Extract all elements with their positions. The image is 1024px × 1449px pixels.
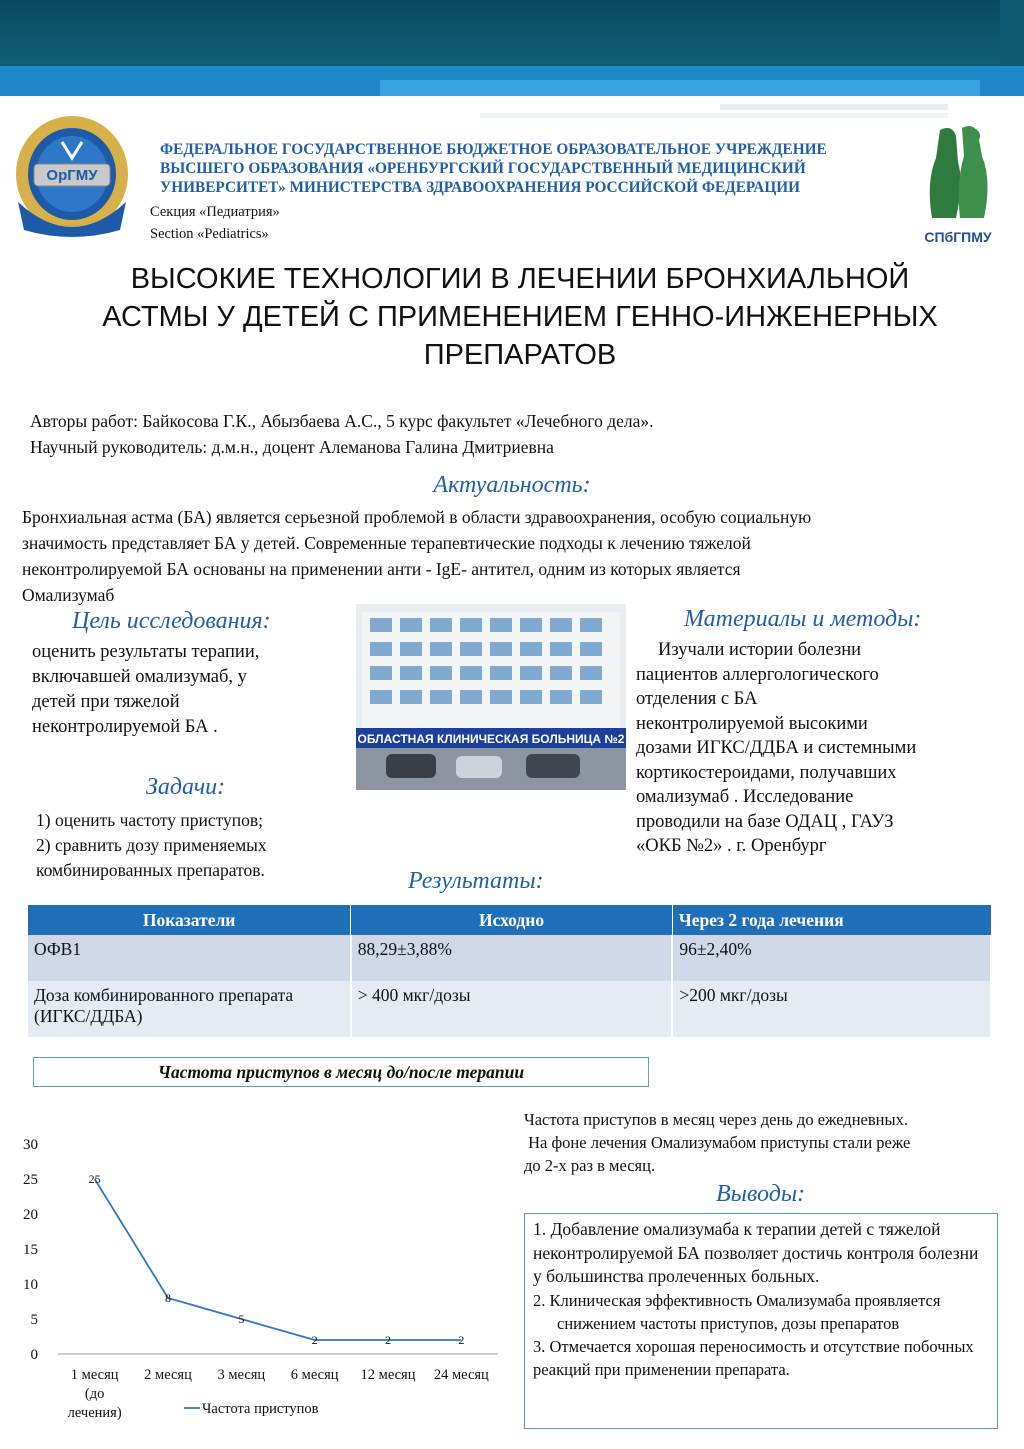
table-cell: 88,29±3,88% (351, 935, 673, 981)
text-line: до 2-х раз в месяц. (524, 1156, 656, 1175)
y-axis-ticks (23, 1137, 38, 1363)
data-label: 8 (165, 1291, 171, 1305)
table-cell: ОФВ1 (28, 935, 351, 981)
results-heading: Результаты: (408, 868, 544, 894)
column-header: Исходно (351, 905, 673, 935)
x-tick-label: 2 месяц (144, 1367, 192, 1383)
data-label: 2 (458, 1333, 465, 1347)
conclusions-heading: Выводы: (716, 1181, 806, 1207)
relevance-text (22, 504, 1017, 608)
text-line: омализумаб . Исследование (636, 787, 854, 807)
text-line: неконтролируемой высокими (636, 713, 868, 734)
results-table (28, 905, 992, 1037)
hospital-photo (356, 604, 626, 790)
table-header-row (28, 905, 991, 935)
conclusion-item: 1. Добавление омализумаба к терапии детей с тяжелой неконтролируемой БА позволяет достичь контроля болезни у большинства пролеченных больных. (533, 1219, 979, 1286)
text-line: неконтролируемой БА . (32, 717, 218, 737)
methods-heading: Материалы и методы: (684, 606, 922, 632)
title-line: ПРЕПАРАТОВ (423, 339, 617, 371)
header-line (720, 104, 948, 110)
authors-line: Авторы работ: Байкосова Г.К., Абызбаева А.С., 5 курс факультет «Лечебного дела». (30, 411, 654, 431)
text-line: дозами ИГКС/ДДБА и системными (636, 738, 917, 758)
chart-caption: Частота приступов в месяц до/после терапии (33, 1057, 649, 1087)
table-cell: Доза комбинированного препарата (ИГКС/ДДБА) (28, 981, 351, 1037)
org-line: ФЕДЕРАЛЬНОЕ ГОСУДАРСТВЕННОЕ БЮДЖЕТНОЕ ОБРАЗОВАТЕЛЬНОЕ УЧРЕЖДЕНИЕ (160, 141, 827, 158)
org-line: ВЫСШЕГО ОБРАЗОВАНИЯ «ОРЕНБУРГСКИЙ ГОСУДАРСТВЕННЫЙ МЕДИЦИНСКИЙ (160, 160, 806, 177)
text-line: «ОКБ №2» . г. Оренбург (636, 836, 827, 856)
data-label: 25 (88, 1172, 101, 1186)
legend (184, 1401, 319, 1417)
organization-name (160, 140, 910, 197)
data-label: 5 (238, 1312, 245, 1326)
text-line: неконтролируемой БА основаны на применении анти - IgE- антител, одним из которых является (22, 559, 741, 579)
text-line: оценить результаты терапии, (32, 642, 260, 662)
y-tick-label: 20 (23, 1207, 38, 1223)
text-line: проводили на базе ОДАЦ , ГАУЗ (636, 811, 894, 832)
x-tick-label: (до (84, 1386, 105, 1402)
text-line: детей при тяжелой (32, 692, 180, 712)
text-line: Бронхиальная астма (БА) является серьезной проблемой в области здравоохранения, особую социальную (22, 507, 812, 527)
column-header: Через 2 года лечения (672, 905, 991, 935)
text-line: пациентов аллергологического (636, 664, 879, 685)
conclusions-box (524, 1213, 998, 1429)
x-tick-label: 3 месяц (217, 1367, 266, 1383)
text-line: значимость представляет БА у детей. Современные терапевтические подходы к лечению тяжелой (22, 533, 751, 553)
hospital-sign: ОБЛАСТНАЯ КЛИНИЧЕСКАЯ БОЛЬНИЦА №2 (357, 732, 625, 746)
x-tick-label: лечения) (67, 1405, 122, 1421)
y-tick-label: 15 (23, 1242, 38, 1258)
goal-text (32, 640, 259, 740)
relevance-heading: Актуальность: (433, 472, 591, 498)
y-tick-label: 0 (30, 1347, 38, 1363)
text-line: кортикостероидами, получавших (636, 762, 897, 783)
text-line: На фоне лечения Омализумабом приступы стали реже (524, 1133, 911, 1152)
supervisor-line: Научный руководитель: д.м.н., доцент Алеманова Галина Дмитриевна (30, 437, 554, 457)
task-item: 2) сравнить дозу применяемых (36, 835, 267, 855)
authors-block (30, 408, 930, 460)
section-en: Section «Pediatrics» (150, 226, 269, 242)
title-line: АСТМЫ У ДЕТЕЙ С ПРИМЕНЕНИЕМ ГЕННО-ИНЖЕНЕРНЫХ (102, 301, 938, 333)
spbgpmu-logo (912, 122, 1004, 248)
y-tick-label: 25 (23, 1172, 38, 1188)
y-tick-label: 30 (23, 1137, 38, 1153)
chart-note (524, 1108, 1004, 1177)
logo-text: ОрГМУ (46, 167, 98, 184)
attack-frequency-chart (10, 1130, 510, 1430)
org-line: УНИВЕРСИТЕТ» МИНИСТЕРСТВА ЗДРАВООХРАНЕНИЯ РОССИЙСКОЙ ФЕДЕРАЦИИ (160, 179, 801, 196)
y-tick-label: 10 (23, 1277, 38, 1293)
x-tick-label: 6 месяц (290, 1367, 339, 1383)
conclusion-item: 2. Клиническая эффективность Омализумаба проявляется снижением частоты приступов, дозы препаратов (533, 1290, 941, 1333)
section-ru: Секция «Педиатрия» (150, 204, 280, 220)
data-label: 2 (385, 1333, 391, 1347)
x-tick-label: 12 месяц (360, 1367, 416, 1383)
text-line: Частота приступов в месяц через день до ежедневных. (524, 1110, 908, 1129)
header-band-light (380, 80, 980, 96)
poster-title (40, 260, 1000, 374)
data-label: 2 (311, 1333, 318, 1347)
orgmu-logo (12, 112, 132, 242)
table-row (28, 935, 991, 981)
legend-label: Частота приступов (202, 1401, 319, 1417)
header-band-dark (0, 0, 1024, 66)
tasks-heading: Задачи: (146, 774, 226, 800)
text-line: Омализумаб (22, 585, 115, 605)
table-cell: >200 мкг/дозы (672, 981, 991, 1037)
task-item: комбинированных препаратов. (36, 860, 265, 880)
table-cell: > 400 мкг/дозы (351, 981, 673, 1037)
text-line: отделения с БА (636, 689, 758, 709)
goal-heading: Цель исследования: (72, 608, 271, 634)
series-line (95, 1179, 462, 1340)
y-tick-label: 5 (30, 1312, 38, 1328)
x-tick-label: 24 месяц (433, 1367, 489, 1383)
title-line: ВЫСОКИЕ ТЕХНОЛОГИИ В ЛЕЧЕНИИ БРОНХИАЛЬНОЙ (130, 263, 910, 295)
header-band-corner (1000, 0, 1024, 66)
task-item: 1) оценить частоту приступов; (36, 810, 264, 830)
tasks-text (36, 808, 267, 883)
logo-text: СПбГПМУ (924, 229, 992, 245)
x-tick-label: 1 месяц (70, 1367, 119, 1383)
methods-text (636, 638, 1016, 859)
conclusion-item: 3. Отмечается хорошая переносимость и отсутствие побочных реакций при применении препарата. (533, 1336, 974, 1379)
table-cell: 96±2,40% (672, 935, 991, 981)
header-line (480, 113, 948, 118)
text-line: включавшей омализумаб, у (32, 667, 247, 687)
text-line: Изучали истории болезни (658, 640, 862, 660)
table-row (28, 981, 991, 1037)
column-header: Показатели (28, 905, 351, 935)
